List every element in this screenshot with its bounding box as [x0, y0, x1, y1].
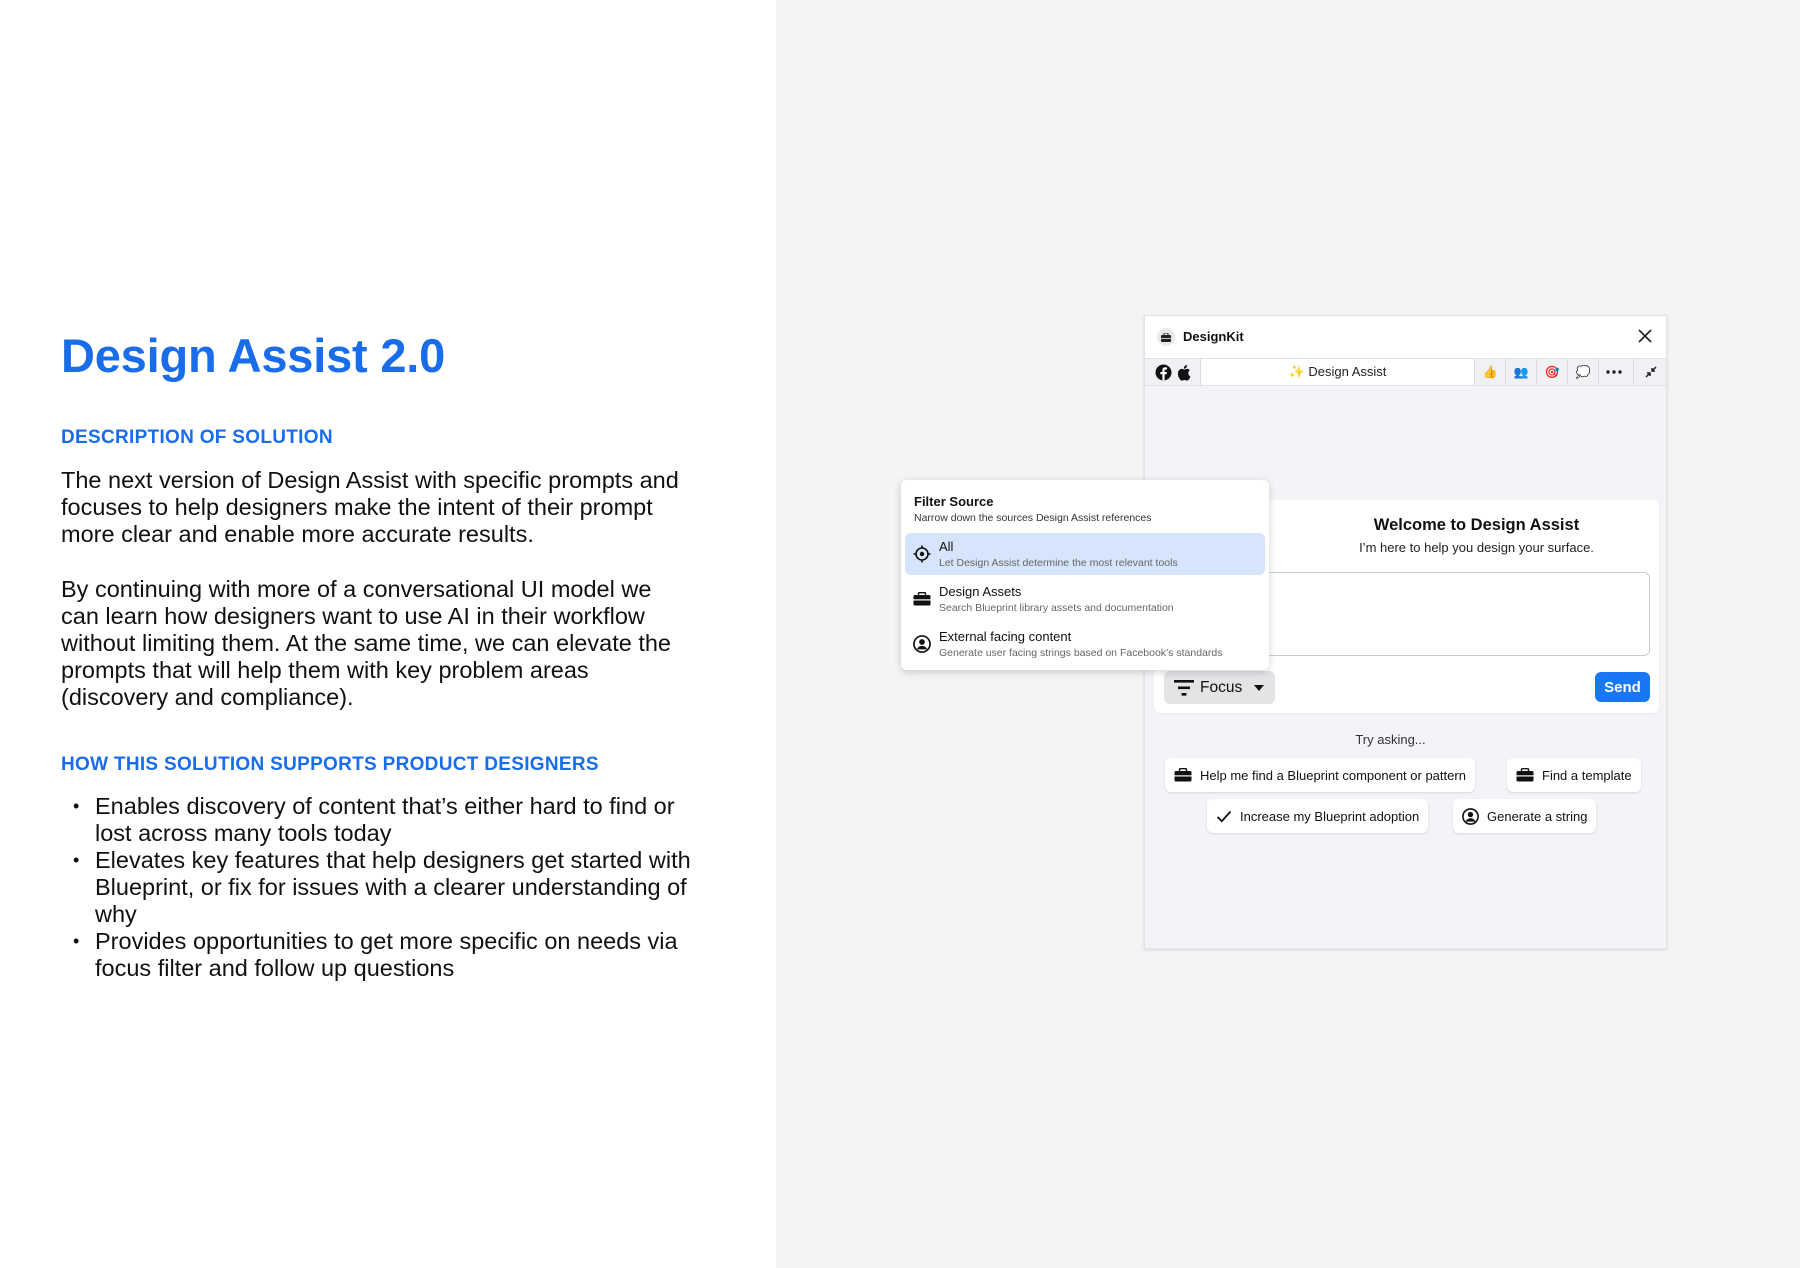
- person-circle-icon: [912, 634, 932, 654]
- option-label: Design Assets: [939, 584, 1022, 599]
- suggestion-chip-find-template[interactable]: [1507, 758, 1641, 792]
- collapse-button[interactable]: [1633, 359, 1667, 385]
- toolbox-icon: [1516, 768, 1534, 782]
- suggestion-chip-find-component[interactable]: [1165, 758, 1475, 792]
- tab-design-assist[interactable]: ✨ Design Assist: [1201, 359, 1474, 385]
- section-heading-description: DESCRIPTION OF SOLUTION: [61, 427, 333, 448]
- try-asking-label: Try asking...: [1355, 732, 1426, 747]
- close-button[interactable]: [1634, 325, 1656, 347]
- chip-label: Help me find a Blueprint component or pattern: [1200, 767, 1466, 783]
- chip-label: Increase my Blueprint adoption: [1240, 808, 1420, 824]
- description-paragraph-1: The next version of Design Assist with specific prompts and focuses to help designers make the intent of their prompt more clear and enable more accurate results.: [61, 467, 679, 547]
- send-button[interactable]: Send: [1595, 672, 1650, 702]
- bullet-item: • Provides opportunities to get more specific on needs via focus filter and follow up questions: [61, 928, 701, 982]
- suggestion-chip-generate-string[interactable]: [1453, 799, 1596, 833]
- filter-option-design-assets[interactable]: [905, 578, 1265, 620]
- app-name: DesignKit: [1183, 329, 1244, 344]
- more-icon: [1606, 370, 1622, 374]
- chip-label: Generate a string: [1487, 808, 1588, 824]
- more-button[interactable]: [1598, 359, 1629, 385]
- support-bullets: [61, 793, 701, 982]
- filter-source-dropdown: [901, 480, 1269, 670]
- tab-brands[interactable]: [1145, 359, 1201, 385]
- option-description: Let Design Assist determine the most relevant tools: [939, 557, 1178, 569]
- collapse-icon: [1645, 366, 1657, 378]
- target-icon[interactable]: 🎯: [1536, 359, 1567, 385]
- suggestion-chip-increase-adoption[interactable]: [1207, 799, 1428, 833]
- filter-icon: [1174, 680, 1194, 696]
- section-heading-supports: HOW THIS SOLUTION SUPPORTS PRODUCT DESIGNERS: [61, 754, 599, 775]
- option-description: Search Blueprint library assets and documentation: [939, 602, 1174, 614]
- check-icon: [1216, 810, 1232, 823]
- tab-bar: [1145, 358, 1666, 386]
- apple-icon: [1176, 364, 1191, 381]
- welcome-subtitle: I’m here to help you design your surface.: [1359, 540, 1594, 555]
- close-icon: [1638, 329, 1652, 343]
- facebook-icon: [1155, 364, 1172, 381]
- target-icon: [912, 544, 932, 564]
- filter-option-external-content[interactable]: [905, 623, 1265, 665]
- focus-dropdown-button[interactable]: [1164, 671, 1275, 704]
- thumbs-up-icon[interactable]: 👍: [1474, 359, 1505, 385]
- left-column: [0, 0, 776, 1268]
- welcome-title: Welcome to Design Assist: [1373, 516, 1580, 534]
- page-title: Design Assist 2.0: [61, 329, 446, 382]
- person-circle-icon: [1462, 808, 1479, 825]
- toolbox-icon: [1174, 768, 1192, 782]
- people-icon[interactable]: 👥: [1505, 359, 1536, 385]
- bullet-item: • Enables discovery of content that’s either hard to find or lost across many tools today: [61, 793, 701, 847]
- chip-label: Find a template: [1542, 767, 1632, 783]
- option-description: Generate user facing strings based on Facebook’s standards: [939, 647, 1223, 659]
- description-paragraph-2: By continuing with more of a conversational UI model we can learn how designers want to use AI in their workflow without limiting them. At the same time, we can elevate the prompts that will help them with key problem areas (discovery and compliance).: [61, 576, 671, 710]
- filter-option-all[interactable]: [905, 533, 1265, 575]
- toolbox-icon: [1157, 328, 1175, 346]
- thought-bubble-icon[interactable]: 💭: [1567, 359, 1598, 385]
- dropdown-subtitle: Narrow down the sources Design Assist references: [914, 512, 1152, 524]
- bullet-item: • Elevates key features that help designers get started with Blueprint, or fix for issues with a clearer understanding of why: [61, 847, 701, 928]
- dropdown-title: Filter Source: [914, 494, 994, 509]
- focus-label: Focus: [1200, 678, 1243, 696]
- option-label: External facing content: [939, 629, 1072, 644]
- caret-down-icon: [1254, 685, 1264, 691]
- toolbox-icon: [912, 589, 932, 609]
- option-label: All: [939, 539, 954, 554]
- window-titlebar: [1145, 316, 1666, 358]
